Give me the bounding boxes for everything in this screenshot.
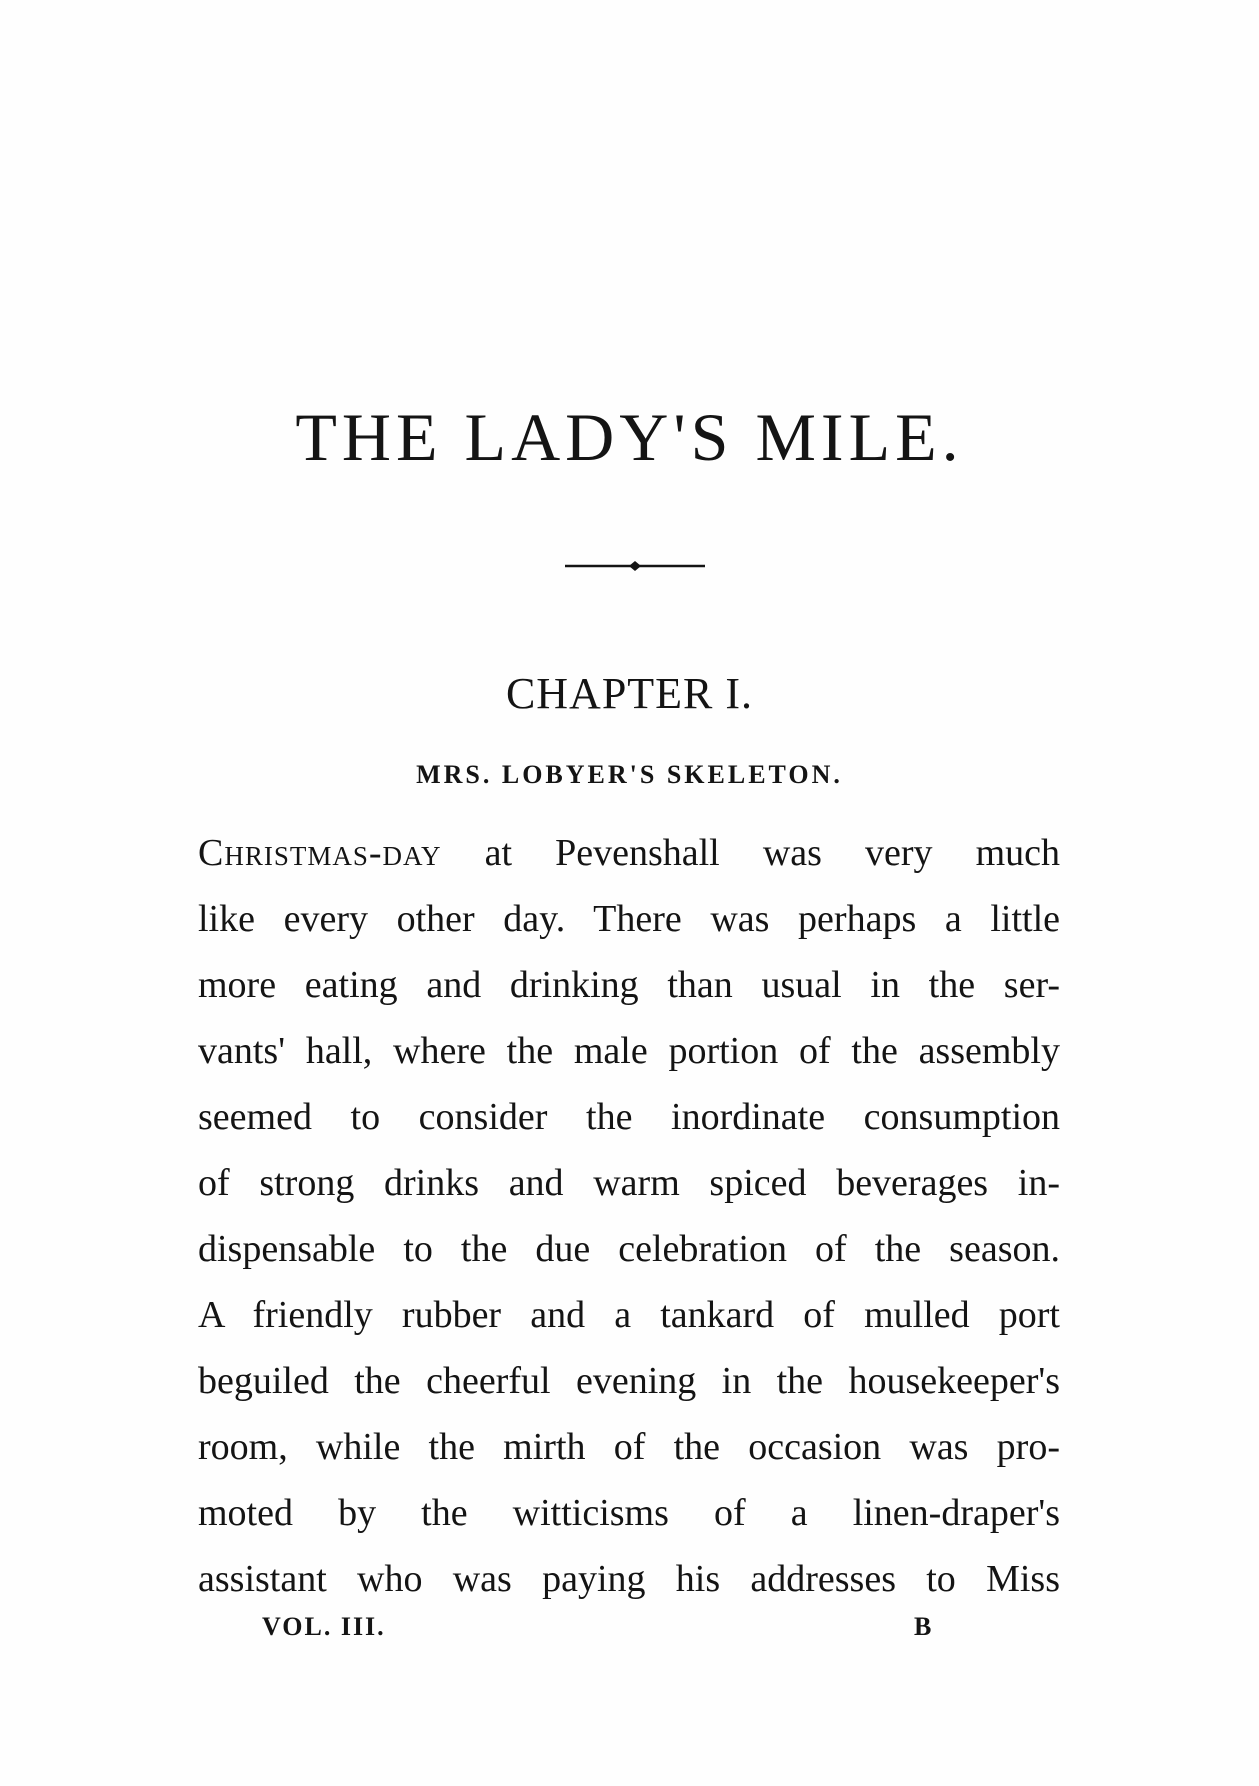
- signature-mark: B: [914, 1612, 932, 1641]
- chapter-body-text: [198, 820, 1060, 1612]
- text-line: A friendly rubber and a tankard of mulled port: [198, 1294, 1060, 1336]
- text-line: room, while the mirth of the occasion was pro-: [198, 1426, 1060, 1468]
- text-line: seemed to consider the inordinate consumption: [198, 1096, 1060, 1138]
- text-line: of strong drinks and warm spiced beverages in-: [198, 1162, 1060, 1204]
- text-line: moted by the witticisms of a linen-draper's: [198, 1492, 1060, 1534]
- rule-with-diamond-icon: [565, 558, 705, 574]
- text-line: beguiled the cheerful evening in the housekeeper's: [198, 1360, 1060, 1402]
- opening-words: Christmas-day: [198, 832, 442, 874]
- text-line: like every other day. There was perhaps a little: [198, 898, 1060, 940]
- text-line: vants' hall, where the male portion of the assembly: [198, 1030, 1060, 1072]
- text-line: dispensable to the due celebration of the season.: [198, 1228, 1060, 1270]
- chapter-subtitle: MRS. LOBYER'S SKELETON.: [416, 760, 843, 789]
- text-line: more eating and drinking than usual in the ser-: [198, 964, 1060, 1006]
- text-line: assistant who was paying his addresses to Miss: [198, 1558, 1060, 1600]
- book-title: THE LADY'S MILE.: [295, 399, 964, 475]
- chapter-heading: CHAPTER I.: [505, 669, 754, 718]
- text-line-content: at Pevenshall was very much: [441, 832, 1060, 874]
- text-line: [198, 820, 1060, 886]
- volume-number: VOL. III.: [262, 1612, 386, 1641]
